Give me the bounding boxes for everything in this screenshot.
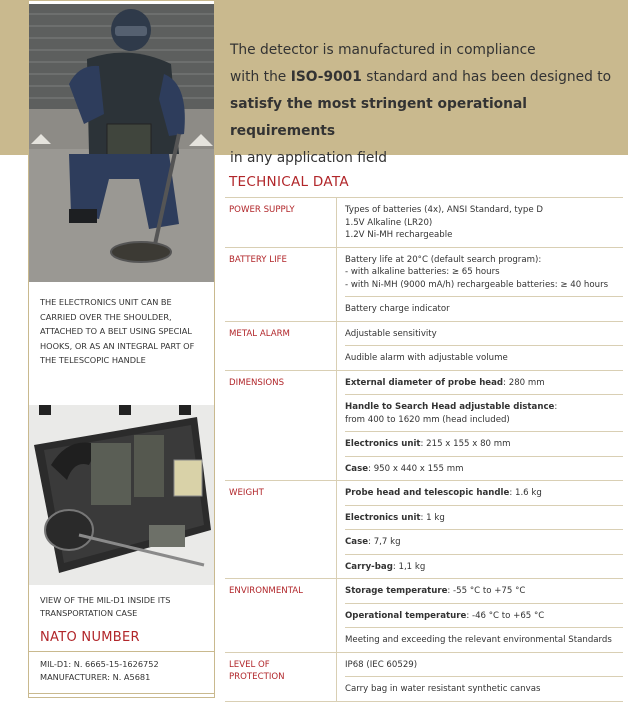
value-text: : -46 °C to +65 °C (466, 610, 545, 621)
value-text: : 950 x 440 x 155 mm (368, 463, 464, 474)
value-key: Operational temperature (345, 610, 467, 621)
case-view-caption: VIEW OF THE MIL-D1 INSIDE ITS TRANSPORTATION CASE (40, 595, 171, 618)
operational-temp-value (345, 604, 623, 629)
transport-case-photo (29, 405, 214, 585)
row-label: DIMENSIONS (225, 370, 337, 481)
value-key: Handle to Search Head adjustable distance (345, 402, 555, 412)
intro-line-2 (230, 64, 620, 91)
value-text: : 215 x 155 x 80 mm (420, 439, 511, 449)
carry-bag-weight-value (345, 555, 623, 579)
value-key: Electronics unit (345, 512, 421, 523)
value-line: Battery life at 20°C (default search program): (345, 254, 542, 265)
case-weight-value (345, 530, 623, 555)
intro-text: with the (230, 69, 291, 85)
value-key: Probe head and telescopic handle (345, 488, 510, 498)
electronics-weight-value (345, 506, 623, 531)
handle-distance-value (345, 395, 623, 432)
audible-alarm-value: Audible alarm with adjustable volume (345, 353, 508, 363)
nato-manufacturer-number: MANUFACTURER: N. A5681 (40, 672, 151, 682)
value-line: Types of batteries (4x), ANSI Standard, type D (345, 205, 543, 215)
value-text: : (554, 402, 558, 412)
row-label: POWER SUPPLY (225, 198, 337, 248)
value-text: : 1 kg (420, 512, 445, 523)
table-row (225, 652, 623, 701)
table-row (225, 321, 623, 370)
table-row (225, 370, 623, 481)
technical-data-table (225, 197, 623, 702)
intro-emphasis: satisfy the most stringent operational requirements (230, 96, 528, 139)
electronics-caption: THE ELECTRONICS UNIT CAN BE CARRIED OVER THE SHOULDER, ATTACHED TO A BELT USING SPECIAL HOOKS, OR AS AN INTEGRAL PART OF THE TELESCOPIC HANDLE (40, 297, 195, 365)
value-line: 1.2V Ni-MH rechargeable (345, 230, 453, 240)
value-text: : 1,1 kg (392, 561, 426, 572)
row-label: WEIGHT (225, 481, 337, 579)
env-standards-value: Meeting and exceeding the relevant environmental Standards (345, 635, 612, 645)
value-key: Case (345, 463, 369, 474)
table-row (225, 579, 623, 653)
value-line: 1.5V Alkaline (LR20) (345, 217, 433, 228)
carry-bag-material-value: Carry bag in water resistant synthetic canvas (345, 684, 541, 694)
value-key: Case (345, 537, 369, 547)
row-label: METAL ALARM (225, 321, 337, 370)
sensitivity-value: Adjustable sensitivity (345, 322, 623, 347)
value-key: External diameter of probe head (345, 377, 504, 388)
nato-divider (29, 651, 214, 652)
electronics-unit-dim-value (345, 432, 623, 457)
ip-rating-value: IP68 (IEC 60529) (345, 653, 623, 678)
intro-text: standard and has been designed to (361, 69, 612, 85)
power-supply-value (345, 198, 623, 247)
case-dim-value (345, 457, 623, 481)
table-row (225, 481, 623, 579)
value-line: - with Ni-MH (9000 mA/h) rechargeable batteries: ≥ 40 hours (345, 279, 609, 290)
row-label: BATTERY LIFE (225, 247, 337, 321)
row-label (225, 652, 337, 701)
table-row (225, 247, 623, 321)
intro-statement (230, 37, 620, 172)
value-line: - with alkaline batteries: ≥ 65 hours (345, 267, 500, 277)
nato-info (40, 658, 159, 684)
technical-data-title: TECHNICAL DATA (229, 174, 349, 190)
probe-weight-value (345, 481, 623, 506)
table-row (225, 198, 623, 248)
label-line: PROTECTION (229, 672, 285, 682)
value-text: : 1.6 kg (509, 488, 542, 498)
value-key: Carry-bag (345, 561, 393, 572)
value-text: : -55 °C to +75 °C (447, 586, 526, 596)
value-text: : 280 mm (503, 377, 545, 388)
value-key: Storage temperature (345, 586, 448, 596)
storage-temp-value (345, 579, 623, 604)
nato-number-title: NATO NUMBER (40, 630, 140, 645)
iso-standard: ISO-9001 (290, 69, 362, 85)
value-key: Electronics unit (345, 439, 421, 449)
battery-indicator-value: Battery charge indicator (345, 304, 450, 314)
probe-diameter-value (345, 371, 623, 396)
label-line: LEVEL OF (229, 659, 270, 670)
intro-line-1: The detector is manufactured in compliance (230, 42, 536, 58)
operator-photo (29, 4, 214, 282)
nato-mil-d1-number: MIL-D1: N. 6665-15-1626752 (40, 659, 159, 669)
nato-divider-bottom (29, 693, 214, 694)
intro-line-4: in any application field (230, 150, 387, 166)
value-text: : 7,7 kg (368, 537, 401, 547)
intro-line-3 (230, 91, 620, 145)
value-text: from 400 to 1620 mm (head included) (345, 414, 510, 425)
battery-life-value (345, 248, 623, 298)
row-label: ENVIRONMENTAL (225, 579, 337, 653)
